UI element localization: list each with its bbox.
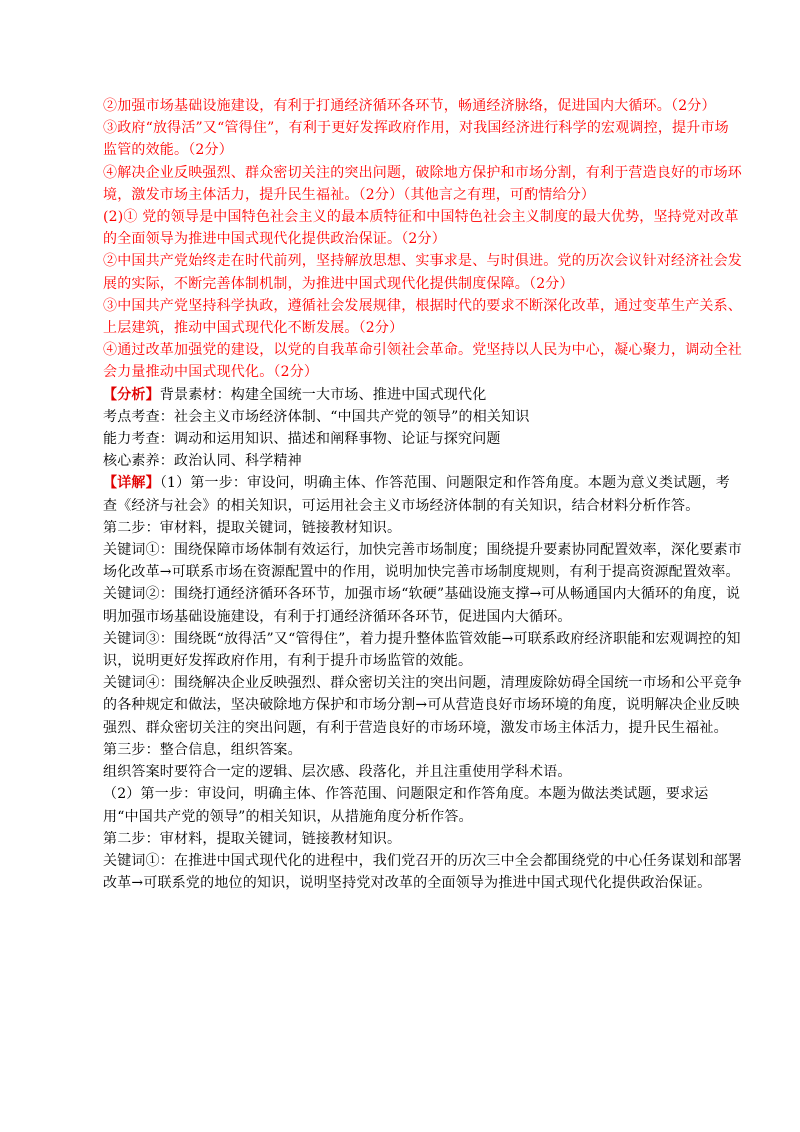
- answer-paragraph-4: (2)① 党的领导是中国特色社会主义的最本质特征和中国特色社会主义制度的最大优势，坚持党对改革的全面领导为推进中国式现代化提供政治保证。（2分）: [103, 209, 739, 248]
- detail-q1-intro: （1）第一步：审设问，明确主体、作答范围、问题限定和作答角度。本题为意义类试题，考查《经济与社会》的相关知识，可运用社会主义市场经济体制的有关知识，结合材料分析作答。: [103, 475, 730, 514]
- analysis-points: 考点考查：社会主义市场经济体制、“中国共产党的领导”的相关知识: [103, 408, 530, 425]
- answer-paragraph-7: ④通过改革加强党的建设，以党的自我革命引领社会革命。党坚持以人民为中心，凝心聚力，调动全社会力量推动中国式现代化。（2分）: [103, 342, 742, 381]
- detail-q1-keyword-1: 关键词①：围绕保障市场体制有效运行，加快完善市场制度；围绕提升要素协同配置效率，深化要素市场化改革→可联系市场在资源配置中的作用，说明加快完善市场制度规则，有利于提高资源配置效率。: [103, 542, 742, 581]
- detail-heading: 【详解】: [103, 475, 160, 492]
- detail-q2-keyword-1: 关键词①：在推进中国式现代化的进程中，我们党召开的历次三中全会都围绕党的中心任务谋划和部署改革→可联系党的地位的知识，说明坚持党对改革的全面领导为推进中国式现代化提供政治保证。: [103, 852, 742, 892]
- detail-q1-step2: 第二步：审材料，提取关键词，链接教材知识。: [103, 519, 402, 536]
- analysis-ability: 能力考查：调动和运用知识、描述和阐释事物、论证与探究问题: [103, 431, 501, 448]
- answer-paragraph-2: ③政府“放得活”又“管得住”，有利于更好发挥政府作用，对我国经济进行科学的宏观调控，提升市场监管的效能。（2分）: [103, 120, 729, 159]
- detail-q1-keyword-4: 关键词④：围绕解决企业反映强烈、群众密切关注的突出问题，清理废除妨碍全国统一市场和公平竞争的各种规定和做法，坚决破除地方保护和市场分割→可从营造良好市场环境的角度，说明解决企业反映强烈、群众密切关注的突出问题，有利于营造良好的市场环境，激发市场主体活力，提升民生福祉。: [103, 675, 742, 736]
- detail-q1-intro-line: [103, 472, 743, 516]
- detail-q2-step2: 第二步：审材料，提取关键词，链接教材知识。: [103, 830, 402, 847]
- detail-q1-keyword-2: 关键词②：围绕打通经济循环各环节，加强市场“软硬”基础设施支撑→可从畅通国内大循环的角度，说明加强市场基础设施建设，有利于打通经济循环各环节，促进国内大循环。: [103, 586, 741, 625]
- detail-q1-keyword-3: 关键词③：围绕既“放得活”又“管得住”，着力提升整体监管效能→可联系政府经济职能和宏观调控的知识，说明更好发挥政府作用，有利于提升市场监管的效能。: [103, 630, 741, 670]
- analysis-line: [103, 384, 743, 406]
- analysis-literacy: 核心素养：政治认同、科学精神: [103, 453, 302, 470]
- answer-paragraph-6: ③中国共产党坚持科学执政，遵循社会发展规律，根据时代的要求不断深化改革，通过变革生产关系、上层建筑，推动中国式现代化不断发展。（2分）: [103, 297, 742, 337]
- answer-paragraph-3: ④解决企业反映强烈、群众密切关注的突出问题，破除地方保护和市场分割，有利于营造良好的市场环境，激发市场主体活力，提升民生福祉。（2分）（其他言之有理，可酌情给分）: [103, 164, 742, 203]
- analysis-heading: 【分析】: [103, 386, 160, 403]
- detail-q2-intro: （2）第一步：审设问，明确主体、作答范围、问题限定和作答角度。本题为做法类试题，要求运用“中国共产党的领导”的相关知识，从措施角度分析作答。: [103, 786, 709, 825]
- detail-q1-organize: 组织答案时要符合一定的逻辑、层次感、段落化，并且注重使用学科术语。: [103, 764, 572, 781]
- detail-q1-step3: 第三步：整合信息，组织答案。: [103, 741, 302, 758]
- answer-paragraph-1: ②加强市场基础设施建设，有利于打通经济循环各环节，畅通经济脉络，促进国内大循环。（2分）: [103, 98, 716, 114]
- analysis-background: 背景素材：构建全国统一大市场、推进中国式现代化: [159, 386, 487, 403]
- document-page: [103, 95, 743, 894]
- answer-paragraph-5: ②中国共产党始终走在时代前列，坚持解放思想、实事求是、与时俱进。党的历次会议针对经济社会发展的实际，不断完善体制机制，为推进中国式现代化提供制度保障。（2分）: [103, 253, 742, 292]
